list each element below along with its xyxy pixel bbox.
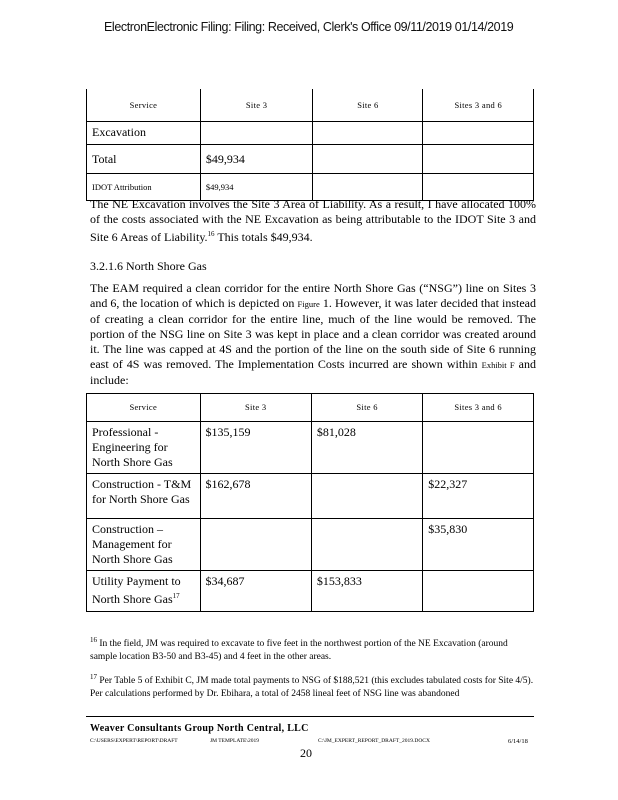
page-number: 20 bbox=[300, 746, 312, 760]
footnote-text: Per Table 5 of Exhibit C, JM made total payments to NSG of $188,521 (this excludes tabulated costs for Site 4/5). Per calculations performed by Dr. Ebihara, a total of 2458 lineal feet of NSG line was abandoned bbox=[90, 676, 534, 700]
both-cell bbox=[423, 571, 534, 612]
figure-reference: Figure bbox=[297, 299, 320, 309]
header-site-3: Site 3 bbox=[200, 89, 312, 122]
site6-cell bbox=[311, 474, 422, 519]
service-cell bbox=[87, 571, 201, 612]
footer-date: 6/14/18 bbox=[508, 738, 528, 745]
allocation-paragraph bbox=[90, 197, 536, 245]
paragraph-text: 1. However, it was later decided that instead of creating a clean corridor for the entire line, much of the line would be removed. The portion of the NSG line on Site 3 was kept in place and a clean corridor was created around it. The line was capped at 4S and the portion of the line on the south side of Site 6 running east of 4S was removed. The Implementation Costs incurred are shown within bbox=[90, 296, 537, 371]
paragraph-text: The EAM required a clean corridor for the entire North Shore Gas (“NSG”) line on Sites 3 and 6, the location of which is depicted on bbox=[90, 281, 536, 310]
footer-path-left: C:\USERS\EXPERT\REPORT\DRAFT bbox=[90, 738, 178, 744]
paragraph-text: This totals $49,934. bbox=[214, 230, 313, 244]
header-service: Service bbox=[87, 89, 201, 122]
exhibit-reference: Exhibit F bbox=[481, 360, 515, 370]
both-cell: $35,830 bbox=[423, 519, 534, 571]
footnote-ref-17: 17 bbox=[172, 592, 180, 600]
footnote-number: 16 bbox=[90, 636, 97, 644]
footer-firm-name: Weaver Consultants Group North Central, LLC bbox=[90, 723, 309, 734]
table-row bbox=[87, 474, 534, 519]
footer-path-mid: JM TEMPLATE\2019 bbox=[210, 738, 259, 744]
site3-cell: $34,687 bbox=[200, 571, 311, 612]
idot-label: IDOT Attribution bbox=[87, 174, 201, 201]
table-row bbox=[87, 122, 534, 145]
site3-cell: $135,159 bbox=[200, 422, 311, 474]
north-shore-gas-paragraph bbox=[90, 281, 536, 388]
table-header-row bbox=[87, 394, 534, 422]
footer-path-right: C:\JM_EXPERT_REPORT_DRAFT_2019.DOCX bbox=[318, 738, 430, 744]
footer-divider bbox=[86, 716, 534, 717]
footnote-text: In the field, JM was required to excavate to five feet in the northwest portion of the NE Excavation (around sample location B3-50 and B3-45) and 4 feet in the other areas. bbox=[90, 639, 508, 663]
site6-cell: $81,028 bbox=[311, 422, 422, 474]
ne-excavation-cost-table bbox=[86, 89, 534, 201]
table-row bbox=[87, 145, 534, 174]
site3-cell bbox=[200, 519, 311, 571]
footnote-17 bbox=[90, 671, 536, 701]
both-cell: $22,327 bbox=[423, 474, 534, 519]
header-service: Service bbox=[87, 394, 201, 422]
table-header-row bbox=[87, 89, 534, 122]
service-cell: Professional - Engineering for North Shore Gas bbox=[87, 422, 201, 474]
header-site-3: Site 3 bbox=[200, 394, 311, 422]
header-site-6: Site 6 bbox=[311, 394, 422, 422]
service-cell: Construction - T&M for North Shore Gas bbox=[87, 474, 201, 519]
paragraph-text: and include: bbox=[90, 357, 536, 387]
table-row bbox=[87, 422, 534, 474]
header-sites-3-and-6: Sites 3 and 6 bbox=[423, 394, 534, 422]
excavation-label: Excavation bbox=[87, 122, 201, 145]
service-text: Utility Payment to North Shore Gas bbox=[92, 574, 181, 606]
north-shore-gas-cost-table bbox=[86, 393, 534, 612]
total-site3: $49,934 bbox=[200, 145, 312, 174]
total-label: Total bbox=[87, 145, 201, 174]
site6-cell bbox=[311, 519, 422, 571]
site3-cell: $162,678 bbox=[200, 474, 311, 519]
section-heading: 3.2.1.6 North Shore Gas bbox=[90, 259, 207, 273]
header-sites-3-and-6: Sites 3 and 6 bbox=[423, 89, 534, 122]
both-cell bbox=[423, 422, 534, 474]
footnote-ref-16: 16 bbox=[207, 230, 215, 238]
table-row bbox=[87, 519, 534, 571]
idot-site3: $49,934 bbox=[200, 174, 312, 201]
site6-cell: $153,833 bbox=[311, 571, 422, 612]
paragraph-text: The NE Excavation involves the Site 3 Area of Liability. As a result, I have allocated 100% of the costs associated with the NE Excavation as being attributable to the IDOT Site 3 and Site 6 Areas of Liability. bbox=[90, 197, 536, 244]
service-cell: Construction – Management for North Shore Gas bbox=[87, 519, 201, 571]
table-row bbox=[87, 571, 534, 612]
footnote-number: 17 bbox=[90, 673, 97, 681]
electronic-filing-stamp: ElectronElectronic Filing: Filing: Received, Clerk's Office 09/11/2019 01/14/2019 bbox=[104, 20, 514, 34]
header-site-6: Site 6 bbox=[313, 89, 423, 122]
footnote-16 bbox=[90, 634, 536, 664]
